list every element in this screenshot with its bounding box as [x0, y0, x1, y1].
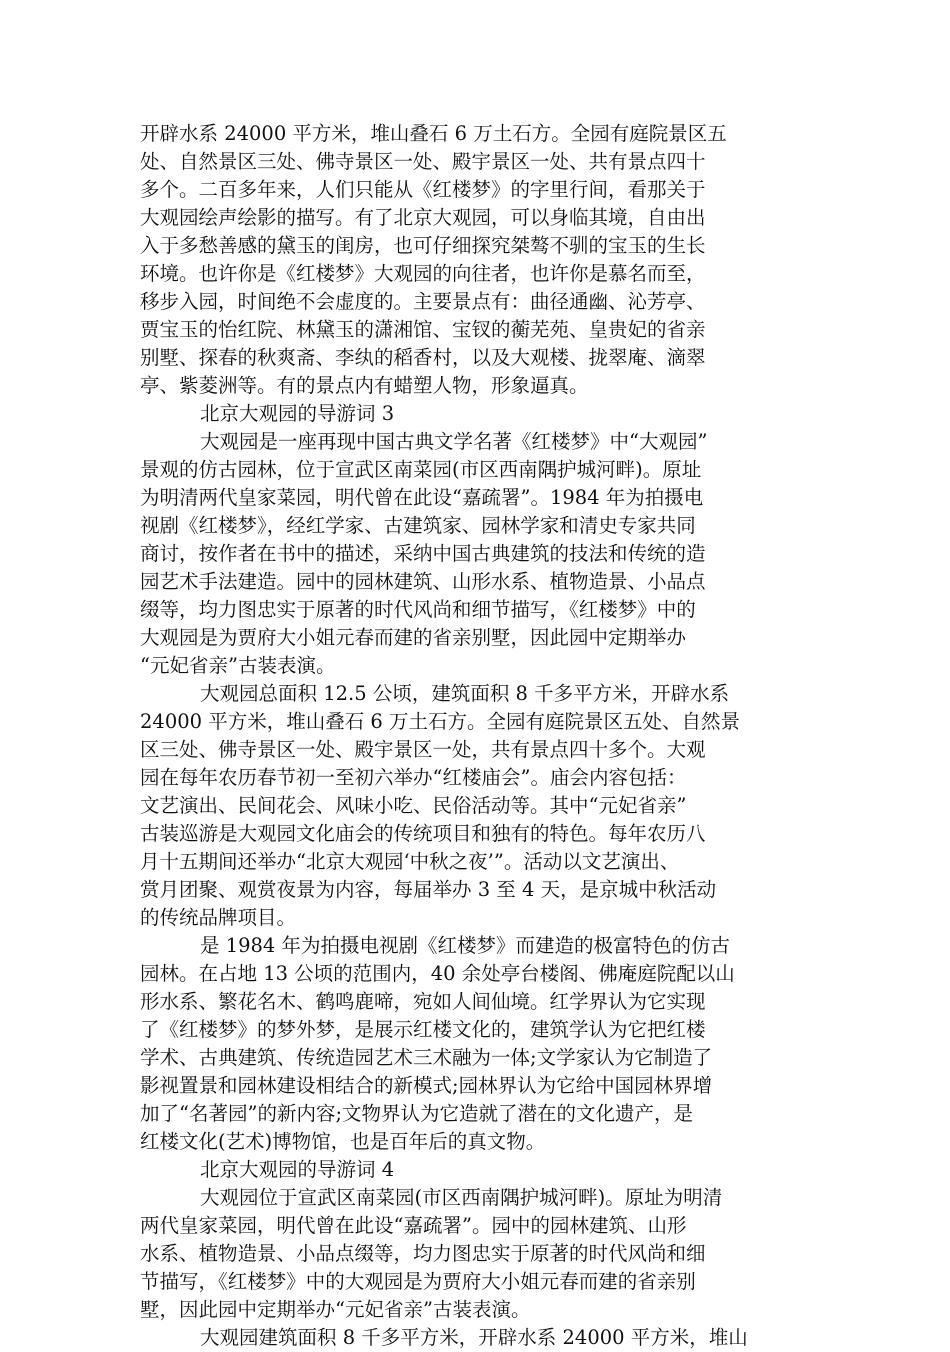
section-heading: 北京大观园的导游词 4 — [200, 1158, 395, 1181]
text-line: 加了“名著园”的新内容;文物界认为它造就了潜在的文化遗产，是 — [140, 1102, 694, 1125]
text-line: 多个。二百多年来，人们只能从《红楼梦》的字里行间，看那关于 — [140, 178, 706, 201]
text-line: 视剧《红楼梦》，经红学家、古建筑家、园林学家和清史专家共同 — [140, 514, 696, 537]
text-line: 大观园绘声绘影的描写。有了北京大观园，可以身临其境，自由出 — [140, 206, 706, 229]
text-line: 24000 平方米，堆山叠石 6 万土石方。全园有庭院景区五处、自然景 — [140, 710, 741, 733]
text-line: 环境。也许你是《红楼梦》大观园的向往者，也许你是慕名而至， — [140, 262, 706, 285]
text-line: 处、自然景区三处、佛寺景区一处、殿宇景区一处、共有景点四十 — [140, 150, 706, 173]
text-line: 园林。在占地 13 公顷的范围内，40 余处亭台楼阁、佛庵庭院配以山 — [140, 962, 735, 985]
text-line: 入于多愁善感的黛玉的闺房，也可仔细探究桀骜不驯的宝玉的生长 — [140, 234, 706, 257]
text-line: 文艺演出、民间花会、风味小吃、民俗活动等。其中“元妃省亲” — [140, 794, 687, 817]
text-line: 区三处、佛寺景区一处、殿宇景区一处，共有景点四十多个。大观 — [140, 738, 706, 761]
text-line: 别墅、探春的秋爽斋、李纨的稻香村，以及大观楼、拢翠庵、滴翠 — [140, 346, 706, 369]
text-line: “元妃省亲”古装表演。 — [140, 654, 336, 677]
text-line: 开辟水系 24000 平方米，堆山叠石 6 万土石方。全园有庭院景区五 — [140, 122, 727, 145]
text-line: 移步入园，时间绝不会虚度的。主要景点有：曲径通幽、沁芳亭、 — [140, 290, 706, 313]
text-line: 两代皇家菜园，明代曾在此设“嘉疏署”。园中的园林建筑、山形 — [140, 1214, 687, 1237]
text-line: 月十五期间还举办“北京大观园‘中秋之夜’”。活动以文艺演出、 — [140, 850, 680, 873]
text-line: 古装巡游是大观园文化庙会的传统项目和独有的特色。每年农历八 — [140, 822, 706, 845]
text-line: 亭、紫菱洲等。有的景点内有蜡塑人物，形象逼真。 — [140, 374, 589, 397]
text-line: 大观园是一座再现中国古典文学名著《红楼梦》中“大观园” — [200, 430, 708, 453]
text-line: 学术、古典建筑、传统造园艺术三术融为一体;文学家认为它制造了 — [140, 1046, 713, 1069]
text-line: 的传统品牌项目。 — [140, 906, 297, 929]
text-line: 缀等，均力图忠实于原著的时代风尚和细节描写，《红楼梦》中的 — [140, 598, 696, 621]
text-line: 影视置景和园林建设相结合的新模式;园林界认为它给中国园林界增 — [140, 1074, 713, 1097]
text-line: 贾宝玉的怡红院、林黛玉的潇湘馆、宝钗的蘅芜苑、皇贵妃的省亲 — [140, 318, 706, 341]
text-line: 了《红楼梦》的梦外梦，是展示红楼文化的，建筑学认为它把红楼 — [140, 1018, 706, 1041]
text-line: 红楼文化(艺术)博物馆，也是百年后的真文物。 — [140, 1130, 546, 1153]
text-line: 节描写，《红楼梦》中的大观园是为贾府大小姐元春而建的省亲别 — [140, 1270, 696, 1293]
text-line: 园在每年农历春节初一至初六举办“红楼庙会”。庙会内容包括： — [140, 766, 687, 789]
text-line: 是 1984 年为拍摄电视剧《红楼梦》而建造的极富特色的仿古 — [200, 934, 731, 957]
text-line: 形水系、繁花名木、鹤鸣鹿啼，宛如人间仙境。红学界认为它实现 — [140, 990, 706, 1013]
text-line: 水系、植物造景、小品点缀等，均力图忠实于原著的时代风尚和细 — [140, 1242, 706, 1265]
text-line: 大观园建筑面积 8 千多平方米，开辟水系 24000 平方米，堆山 — [200, 1326, 748, 1349]
text-line: 大观园位于宣武区南菜园(市区西南隅护城河畔)。原址为明清 — [200, 1186, 723, 1209]
text-line: 景观的仿古园林，位于宣武区南菜园(市区西南隅护城河畔)。原址 — [140, 458, 702, 481]
text-line: 为明清两代皇家菜园，明代曾在此设“嘉疏署”。1984 年为拍摄电 — [140, 486, 704, 509]
document-page — [140, 120, 830, 1352]
text-line: 园艺术手法建造。园中的园林建筑、山形水系、植物造景、小品点 — [140, 570, 706, 593]
section-heading: 北京大观园的导游词 3 — [200, 402, 395, 425]
text-line: 大观园总面积 12.5 公顷，建筑面积 8 千多平方米，开辟水系 — [200, 682, 730, 705]
text-line: 墅，因此园中定期举办“元妃省亲”古装表演。 — [140, 1298, 531, 1321]
text-line: 商讨，按作者在书中的描述，采纳中国古典建筑的技法和传统的造 — [140, 542, 706, 565]
text-line: 大观园是为贾府大小姐元春而建的省亲别墅，因此园中定期举办 — [140, 626, 687, 649]
text-line: 赏月团聚、观赏夜景为内容，每届举办 3 至 4 天，是京城中秋活动 — [140, 878, 717, 901]
